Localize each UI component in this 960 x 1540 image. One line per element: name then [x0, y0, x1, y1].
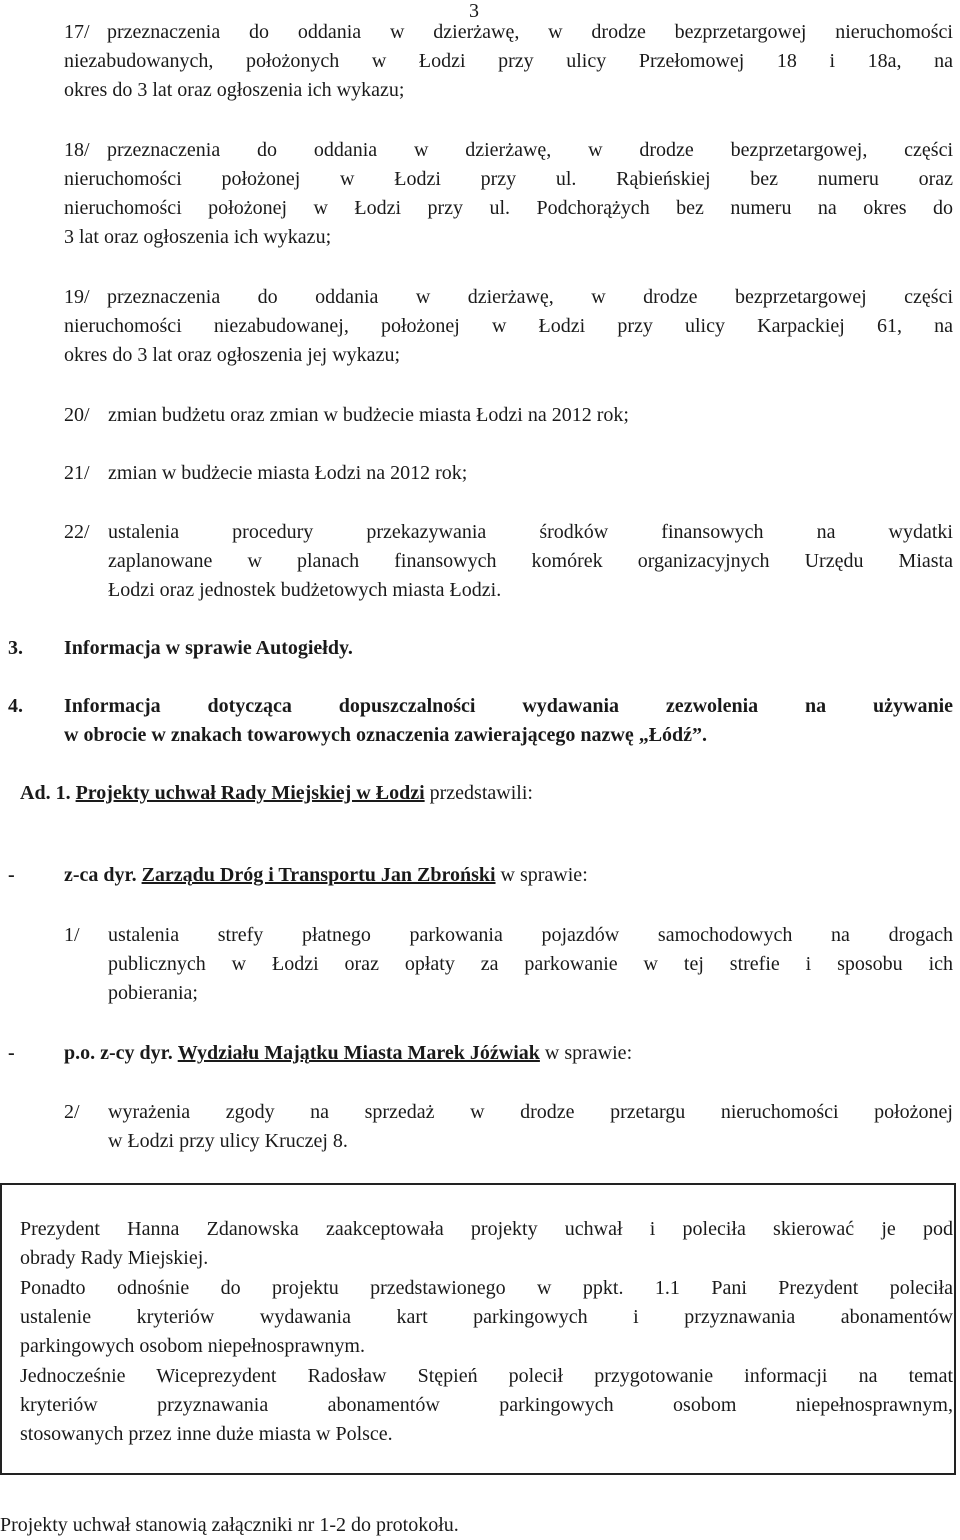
- item-text-line: publicznych w Łodzi oraz opłaty za parkowanie w tej strefie i sposobu ich: [108, 953, 953, 975]
- presenter-line: [64, 1038, 632, 1068]
- presenter-name: Wydziału Majątku Miasta Marek Jóźwiak: [177, 1042, 540, 1064]
- item-text-line: ustalenia strefy płatnego parkowania pojazdów samochodowych na drogach: [108, 924, 953, 946]
- ad1-prefix: Ad. 1.: [20, 782, 71, 804]
- item-text-line: nieruchomości położonej w Łodzi przy ul. Podchorążych bez numeru na okres do: [64, 197, 953, 219]
- section-heading-line: w obrocie w znakach towarowych oznaczenia zawierającego nazwę „Łódź”.: [64, 724, 708, 746]
- item-text-line: okres do 3 lat oraz ogłoszenia ich wykazu;: [64, 79, 405, 101]
- box-text-line: parkingowych osobom niepełnosprawnym.: [20, 1335, 365, 1357]
- item-text-line: niezabudowanych, położonych w Łodzi przy ulicy Przełomowej 18 i 18a, na: [64, 50, 953, 72]
- item-text-line: zmian w budżecie miasta Łodzi na 2012 rok;: [108, 462, 468, 484]
- item-text-line: przeznaczenia do oddania w dzierżawę, w drodze bezprzetargowej, części: [107, 139, 953, 161]
- item-text-line: przeznaczenia do oddania w dzierżawę, w drodze bezprzetargowej części: [107, 286, 953, 308]
- dash-bullet: -: [8, 864, 15, 886]
- item-number: 18/: [64, 139, 90, 161]
- page-number: 3: [469, 0, 479, 22]
- ad1-title: Projekty uchwał Rady Miejskiej w Łodzi: [75, 782, 425, 804]
- dash-bullet: -: [8, 1042, 15, 1064]
- item-number: 19/: [64, 286, 90, 308]
- box-text-line: ustalenie kryteriów wydawania kart parkingowych i przyznawania abonamentów: [20, 1306, 953, 1328]
- item-number: 21/: [64, 462, 90, 484]
- item-text-line: wyrażenia zgody na sprzedaż w drodze przetargu nieruchomości położonej: [108, 1101, 953, 1123]
- section-heading: Informacja w sprawie Autogiełdy.: [64, 637, 353, 659]
- presenter-suffix: w sprawie:: [544, 1042, 633, 1064]
- item-text-line: ustalenia procedury przekazywania środków finansowych na wydatki: [108, 521, 953, 543]
- item-text-line: okres do 3 lat oraz ogłoszenia jej wykazu;: [64, 344, 400, 366]
- item-number: 22/: [64, 521, 90, 543]
- item-number: 2/: [64, 1101, 80, 1123]
- footer-note: Projekty uchwał stanowią załączniki nr 1-2 do protokołu.: [0, 1514, 459, 1536]
- section-number: 4.: [8, 695, 23, 717]
- box-text-line: Jednocześnie Wiceprezydent Radosław Stępień polecił przygotowanie informacji na temat: [20, 1365, 953, 1387]
- box-text-line: stosowanych przez inne duże miasta w Polsce.: [20, 1423, 393, 1445]
- box-text-line: kryteriów przyznawania abonamentów parkingowych osobom niepełnosprawnym,: [20, 1394, 953, 1416]
- item-number: 17/: [64, 21, 90, 43]
- ad1-heading: [20, 778, 533, 808]
- item-number: 1/: [64, 924, 80, 946]
- item-text-line: nieruchomości położonej w Łodzi przy ul. Rąbieńskiej bez numeru oraz: [64, 168, 953, 190]
- box-text-line: Ponadto odnośnie do projektu przedstawionego w ppkt. 1.1 Pani Prezydent poleciła: [20, 1277, 953, 1299]
- ad1-suffix: przedstawili:: [429, 782, 533, 804]
- presenter-role: p.o. z-cy dyr.: [64, 1042, 173, 1064]
- box-text-line: obrady Rady Miejskiej.: [20, 1247, 209, 1269]
- item-text-line: w Łodzi przy ulicy Kruczej 8.: [108, 1130, 348, 1152]
- item-text-line: 3 lat oraz ogłoszenia ich wykazu;: [64, 226, 332, 248]
- presenter-line: [64, 860, 588, 890]
- item-text-line: zmian budżetu oraz zmian w budżecie miasta Łodzi na 2012 rok;: [108, 404, 629, 426]
- item-text-line: przeznaczenia do oddania w dzierżawę, w drodze bezprzetargowej nieruchomości: [107, 21, 953, 43]
- presenter-role: z-ca dyr.: [64, 864, 137, 886]
- item-text-line: pobierania;: [108, 982, 198, 1004]
- item-text-line: nieruchomości niezabudowanej, położonej w Łodzi przy ulicy Karpackiej 61, na: [64, 315, 953, 337]
- section-heading-line: Informacja dotycząca dopuszczalności wydawania zezwolenia na używanie: [64, 695, 953, 717]
- item-text-line: Łodzi oraz jednostek budżetowych miasta Łodzi.: [108, 579, 502, 601]
- box-text-line: Prezydent Hanna Zdanowska zaakceptowała projekty uchwał i poleciła skierować je pod: [20, 1218, 953, 1240]
- item-number: 20/: [64, 404, 90, 426]
- section-number: 3.: [8, 637, 23, 659]
- presenter-suffix: w sprawie:: [500, 864, 588, 886]
- item-text-line: zaplanowane w planach finansowych komórek organizacyjnych Urzędu Miasta: [108, 550, 953, 572]
- presenter-name: Zarządu Dróg i Transportu Jan Zbroński: [141, 864, 496, 886]
